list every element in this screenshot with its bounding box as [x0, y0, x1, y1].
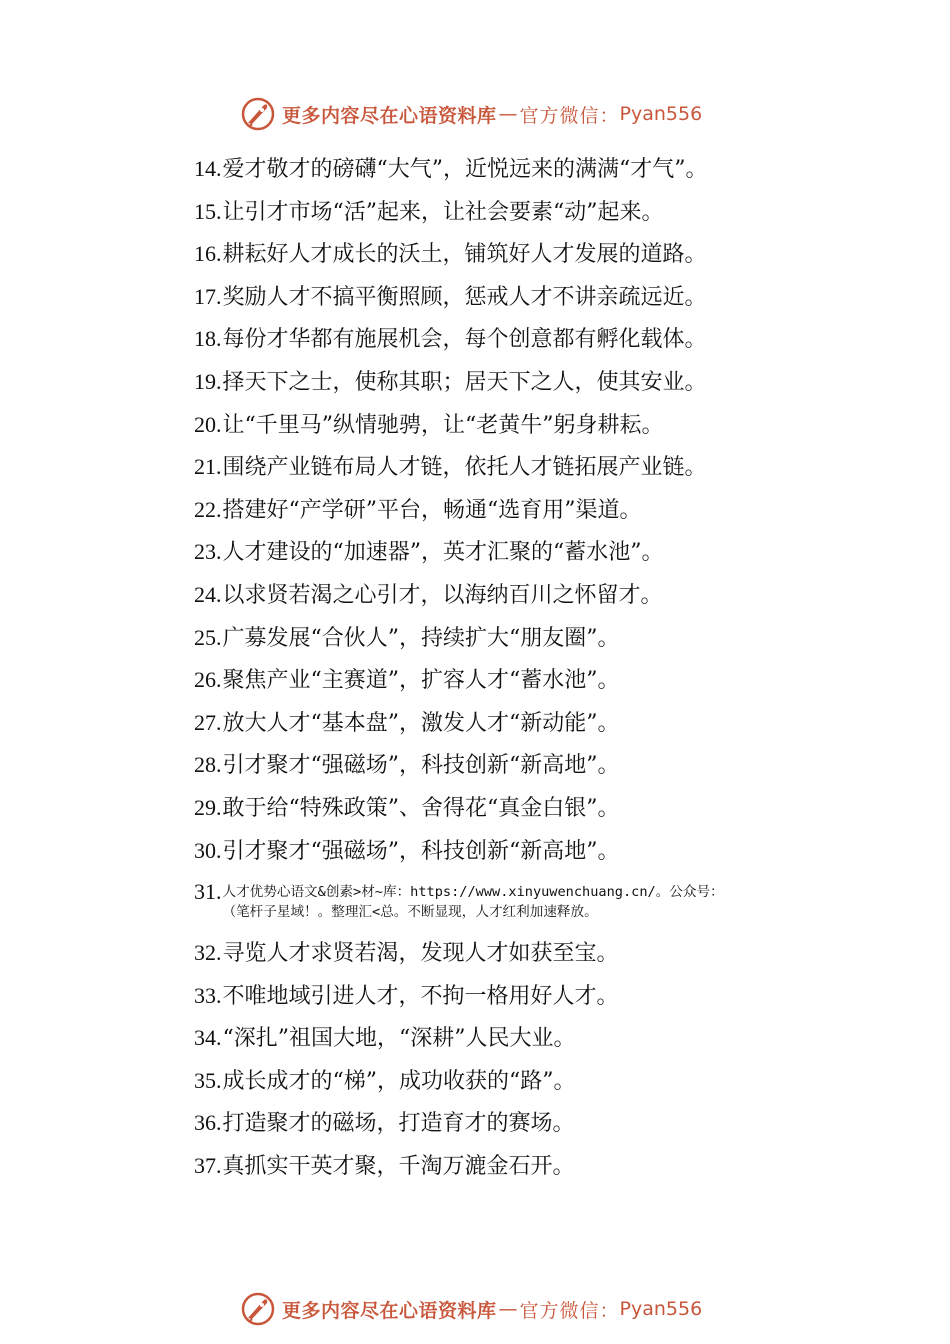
note-line-1: 人才优势心语文&创素>材~库：https://www.xinyuwenchuang.cn/。公众号： — [222, 884, 724, 901]
item-number: 20. — [194, 411, 222, 437]
list-item — [194, 1017, 894, 1060]
list-item — [194, 1102, 894, 1145]
item-text: 放大人才“基本盘”，激发人才“新动能”。 — [222, 710, 620, 736]
item-number: 18. — [194, 326, 222, 352]
item-number: 15. — [194, 198, 222, 224]
item-number: 23. — [194, 539, 222, 565]
item-number: 27. — [194, 709, 222, 735]
footer-contact-id: Pyan556 — [619, 1298, 703, 1320]
footer-dash: — — [498, 1298, 518, 1320]
item-text: 爱才敬才的磅礴“大气”，近悦远来的满满“才气”。 — [222, 157, 708, 182]
slogan-list — [194, 148, 894, 1188]
list-item — [194, 446, 894, 489]
item-text: 奖励人才不搞平衡照顾，惩戒人才不讲亲疏远近。 — [222, 284, 707, 310]
item-text: 每份才华都有施展机会，每个创意都有孵化载体。 — [222, 327, 707, 353]
footer-brand: 更多内容尽在心语资料库 — [282, 1299, 497, 1322]
item-text: 择天下之士，使称其职；居天下之人，使其安业。 — [222, 369, 707, 395]
list-item — [194, 148, 894, 191]
item-number: 24. — [194, 581, 222, 607]
item-text: 引才聚才“强磁场”，科技创新“新高地”。 — [222, 838, 620, 864]
item-text: 敢于给“特殊政策”、舍得花“真金白银”。 — [222, 795, 620, 821]
list-item — [194, 489, 894, 532]
item-text: 广募发展“合伙人”，持续扩大“朋友圈”。 — [222, 625, 620, 651]
list-item — [194, 191, 894, 234]
note-body — [223, 878, 724, 932]
list-item — [194, 932, 894, 975]
item-number: 21. — [194, 454, 222, 480]
item-text: 人才建设的“加速器”，英才汇聚的“蓄水池”。 — [222, 540, 664, 566]
list-item — [194, 702, 894, 745]
item-text: 以求贤若渴之心引才，以海纳百川之怀留才。 — [222, 582, 663, 608]
header-banner — [240, 94, 760, 134]
item-text: 搭建好“产学研”平台，畅通“选育用”渠道。 — [222, 497, 642, 523]
item-number: 26. — [194, 667, 222, 693]
header-contact-id: Pyan556 — [619, 103, 703, 125]
header-contact-label: 官方微信： — [519, 104, 620, 127]
item-text: 聚焦产业“主赛道”，扩容人才“蓄水池”。 — [222, 668, 620, 694]
list-item — [194, 318, 894, 361]
item-number: 37. — [194, 1153, 222, 1179]
list-item — [194, 787, 894, 830]
item-text: “深扎”祖国大地，“深耕”人民大业。 — [222, 1026, 576, 1052]
item-number: 36. — [194, 1110, 222, 1136]
footer-contact-label: 官方微信： — [519, 1299, 620, 1322]
item-number: 16. — [194, 241, 222, 267]
list-item — [194, 574, 894, 617]
list-item — [194, 744, 894, 787]
list-item — [194, 361, 894, 404]
list-item — [194, 233, 894, 276]
quill-pen-logo-icon — [240, 1291, 276, 1327]
list-item — [194, 1145, 894, 1188]
item-text: 寻览人才求贤若渴，发现人才如获至宝。 — [222, 941, 619, 967]
header-dash: — — [498, 103, 518, 125]
item-number: 34. — [194, 1025, 222, 1051]
item-number: 22. — [194, 496, 222, 522]
item-number: 19. — [194, 368, 222, 394]
item-number: 17. — [194, 283, 222, 309]
footer-banner — [240, 1289, 760, 1329]
list-item — [194, 276, 894, 319]
item-text: 打造聚才的磁场，打造育才的赛场。 — [222, 1111, 575, 1137]
item-text: 引才聚才“强磁场”，科技创新“新高地”。 — [222, 753, 620, 779]
item-text: 成长成才的“梯”，成功收获的“路”。 — [222, 1068, 576, 1094]
list-item — [194, 617, 894, 660]
item-number: 35. — [194, 1067, 222, 1093]
list-item — [194, 975, 894, 1018]
item-number: 25. — [194, 624, 222, 650]
item-text: 真抓实干英才聚，千淘万漉金石开。 — [222, 1154, 575, 1180]
item-number: 28. — [194, 752, 222, 778]
list-item — [194, 830, 894, 873]
list-item — [194, 1060, 894, 1103]
item-number: 31. — [194, 879, 222, 905]
item-text: 让引才市场“活”起来，让社会要素“动”起来。 — [222, 199, 664, 225]
note-line-2: （笔杆子星域！。整理汇<总。不断显现，人才红利加速释放。 — [222, 904, 598, 921]
quill-pen-logo-icon — [240, 96, 276, 132]
list-item — [194, 659, 894, 702]
header-brand: 更多内容尽在心语资料库 — [282, 104, 497, 127]
item-text: 围绕产业链布局人才链，依托人才链拓展产业链。 — [222, 455, 707, 481]
item-number: 30. — [194, 837, 222, 863]
item-text: 让“千里马”纵情驰骋，让“老黄牛”躬身耕耘。 — [222, 412, 664, 438]
list-item — [194, 404, 894, 447]
item-number: 14. — [194, 156, 222, 181]
item-number: 33. — [194, 982, 222, 1008]
item-text: 耕耘好人才成长的沃土，铺筑好人才发展的道路。 — [222, 242, 707, 268]
watermark-note-item — [194, 872, 894, 932]
item-number: 29. — [194, 794, 222, 820]
list-item — [194, 531, 894, 574]
item-number: 32. — [194, 940, 222, 966]
item-text: 不唯地域引进人才，不拘一格用好人才。 — [222, 983, 619, 1009]
